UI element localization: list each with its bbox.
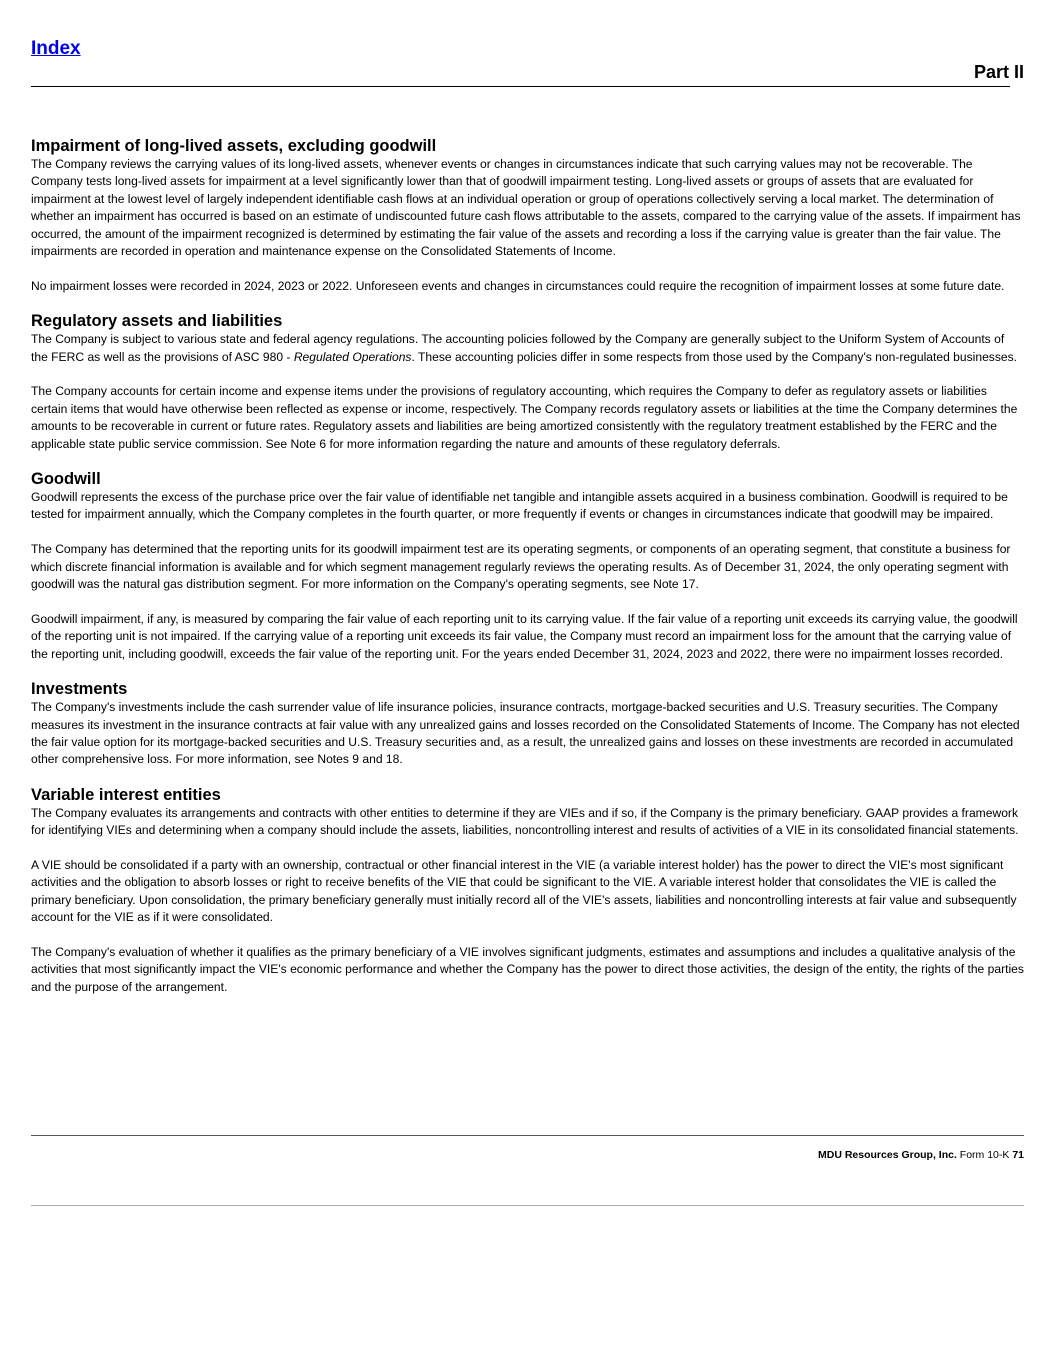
paragraph: The Company reviews the carrying values of its long-lived assets, whenever events or changes in circumstances indicate that such carrying values may not be recoverable. The Company tests long-lived assets for impairment at a level significantly lower than that of goodwill impairment testing. Long-lived assets or groups of assets that are evaluated for impairment at the lowest level of largely independent identifiable cash flows at an individual operation or group of operations collectively serving a local market. The determination of whether an impairment has occurred is based on an estimate of undiscounted future cash flows attributable to the assets, compared to the carrying value of the assets. If impairment has occurred, the amount of the impairment recognized is determined by estimating the fair value of the assets and recording a loss if the carrying value is greater than the fair value. The impairments are recorded in operation and maintenance expense on the Consolidated Statements of Income. xyxy=(31,157,1021,259)
page-bottom-divider xyxy=(31,1205,1024,1206)
paragraph: The Company evaluates its arrangements and contracts with other entities to determine if they are VIEs and if so, if the Company is the primary beneficiary. GAAP provides a framework for identifying VIEs and determining when a company should include the assets, liabilities, noncontrolling interest and results of activities of a VIE in its consolidated financial statements. xyxy=(31,805,1019,838)
section-heading-vie: Variable interest entities xyxy=(31,785,221,804)
part-label: Part II xyxy=(973,62,1024,82)
page-number: 71 xyxy=(1012,1149,1024,1161)
paragraph-text: . These accounting policies differ in some respects from those used by the Company's non-regulated businesses. xyxy=(411,349,1018,364)
paragraph: The Company's investments include the cash surrender value of life insurance policies, insurance contracts, mortgage-backed securities and U.S. Treasury securities. The Company measures its investment in the insurance contracts at fair value with any unrealized gains and losses recorded on the Consolidated Statements of Income. The Company has not elected the fair value option for its mortgage-backed securities and U.S. Treasury securities and, as a result, the unrealized gains and losses on these investments are recorded in accumulated other comprehensive loss. For more information, see Notes 9 and 18. xyxy=(31,700,1020,767)
header-divider xyxy=(31,86,1010,87)
paragraph: The Company has determined that the reporting units for its goodwill impairment test are its operating segments, or components of an operating segment, that constitute a business for which discrete financial information is available and for which segment management regularly reviews the operating results. As of December 31, 2024, the only operating segment with goodwill was the natural gas distribution segment. For more information on the Company's operating segments, see Note 17. xyxy=(31,542,1011,592)
section-heading-investments: Investments xyxy=(31,680,128,699)
footer-form: Form 10-K xyxy=(956,1149,1013,1161)
section-heading-goodwill: Goodwill xyxy=(31,470,101,489)
paragraph-italic-text: Regulated Operations xyxy=(293,349,412,364)
footer-divider xyxy=(31,1135,1024,1136)
paragraph: Goodwill represents the excess of the purchase price over the fair value of identifiable net tangible and intangible assets acquired in a business combination. Goodwill is required to be tested for impairment annually, which the Company completes in the fourth quarter, or more frequently if events or changes in circumstances indicate that goodwill may be impaired. xyxy=(31,490,1008,522)
page-footer xyxy=(818,1149,1024,1161)
document-body xyxy=(31,136,1024,996)
section-heading-regulatory: Regulatory assets and liabilities xyxy=(31,312,283,331)
paragraph: Goodwill impairment, if any, is measured by comparing the fair value of each reporting unit to its carrying value. If the fair value of a reporting unit exceeds its carrying value, the goodwill of the reporting unit is not impaired. If the carrying value of a reporting unit exceeds its fair value, the Company must record an impairment loss for the amount that the carrying value of the reporting unit, including goodwill, exceeds the fair value of the reporting unit. For the years ended December 31, 2024, 2023 and 2022, there were no impairment losses recorded. xyxy=(31,611,1018,661)
index-link[interactable]: Index xyxy=(31,38,81,59)
paragraph: No impairment losses were recorded in 2024, 2023 or 2022. Unforeseen events and changes in circumstances could require the recognition of impairment losses at some future date. xyxy=(31,278,1005,293)
paragraph: The Company's evaluation of whether it qualifies as the primary beneficiary of a VIE involves significant judgments, estimates and assumptions and includes a qualitative analysis of the activities that most significantly impact the VIE's economic performance and whether the Company has the power to direct those activities, the design of the entity, the rights of the parties and the purpose of the arrangement. xyxy=(31,944,1024,994)
paragraph: A VIE should be consolidated if a party with an ownership, contractual or other financial interest in the VIE (a variable interest holder) has the power to direct the VIE's most significant activities and the obligation to absorb losses or right to receive benefits of the VIE that could be significant to the VIE. A variable interest holder that consolidates the VIE is called the primary beneficiary. Upon consolidation, the primary beneficiary generally must initially record all of the VIE's assets, liabilities and noncontrolling interests at fair value and subsequently account for the VIE as if it were consolidated. xyxy=(31,857,1017,925)
paragraph xyxy=(31,331,1024,366)
footer-company: MDU Resources Group, Inc. xyxy=(818,1149,957,1161)
paragraph: The Company accounts for certain income and expense items under the provisions of regulatory accounting, which requires the Company to defer as regulatory assets or liabilities certain items that would have otherwise been reflected as expense or income, respectively. The Company records regulatory assets or liabilities at the time the Company determines the amounts to be recoverable in current or future rates. Regulatory assets and liabilities are being amortized consistently with the regulatory treatment established by the FERC and the applicable state public service commission. See Note 6 for more information regarding the nature and amounts of these regulatory deferrals. xyxy=(31,384,1018,451)
paragraph-text: The Company is subject to various state and federal agency regulations. The accounting policies followed by the Company are generally subject to the Uniform System of Accounts of the FERC as well as the provisions of ASC 980 - xyxy=(31,332,1005,364)
section-heading-impairment: Impairment of long-lived assets, excluding goodwill xyxy=(31,137,437,155)
